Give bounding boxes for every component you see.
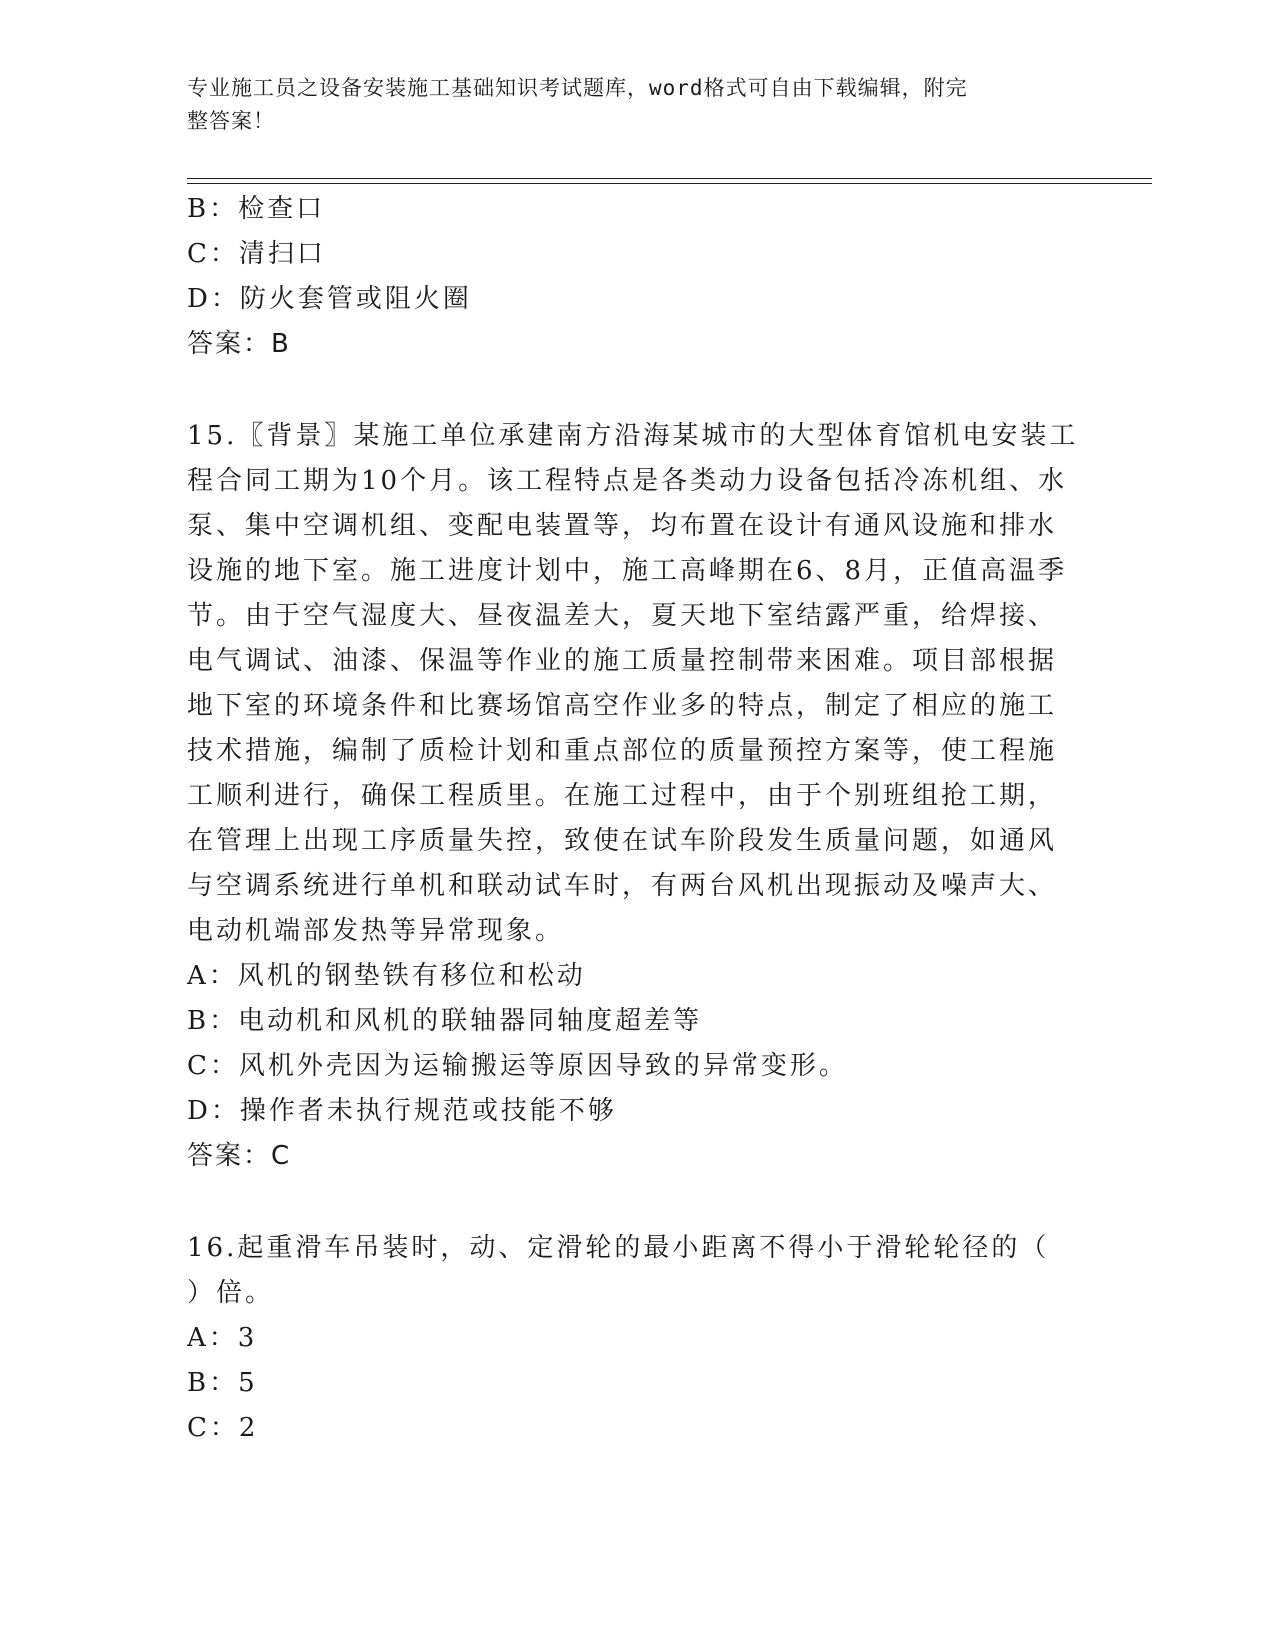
option-b: B：5	[187, 1368, 258, 1398]
option-a: A：3	[187, 1323, 258, 1353]
question-text-line: 与空调系统进行单机和联动试车时，有两台风机出现振动及噪声大、	[187, 871, 1058, 901]
option-d: D：防火套管或阻火圈	[187, 284, 472, 314]
option-d: D：操作者未执行规范或技能不够	[187, 1096, 617, 1126]
header-divider-top	[187, 178, 1152, 179]
header-line-2: 整答案！	[187, 109, 275, 133]
question-text-line: 泵、集中空调机组、变配电装置等，均布置在设计有通风设施和排水	[187, 511, 1058, 541]
option-c: C：风机外壳因为运输搬运等原因导致的异常变形。	[187, 1051, 848, 1081]
answer-label: 答案：C	[187, 1141, 292, 1171]
option-b: B：检查口	[187, 194, 326, 224]
document-header	[187, 72, 1067, 138]
question-text-line: 在管理上出现工序质量失控，致使在试车阶段发生质量问题，如通风	[187, 826, 1058, 856]
header-line-1: 专业施工员之设备安装施工基础知识考试题库，word格式可自由下载编辑，附完	[187, 76, 968, 100]
question-text-line: 设施的地下室。施工进度计划中，施工高峰期在6、8月，正值高温季	[187, 556, 1068, 586]
question-text-line: 工顺利进行，确保工程质里。在施工过程中，由于个别班组抢工期，	[187, 781, 1058, 811]
question-text-line: 电动机端部发热等异常现象。	[187, 916, 565, 946]
option-a: A：风机的钢垫铁有移位和松动	[187, 961, 586, 991]
question-text-line: 技术措施，编制了质检计划和重点部位的质量预控方案等，使工程施	[187, 736, 1058, 766]
question-text-line: 15.〖背景〗某施工单位承建南方沿海某城市的大型体育馆机电安装工	[187, 421, 1079, 451]
option-b: B：电动机和风机的联轴器同轴度超差等	[187, 1006, 703, 1036]
answer-label: 答案：B	[187, 329, 291, 359]
option-c: C：2	[187, 1413, 259, 1443]
option-c: C：清扫口	[187, 239, 326, 269]
question-text-line: 地下室的环境条件和比赛场馆高空作业多的特点，制定了相应的施工	[187, 691, 1058, 721]
question-text-line: 程合同工期为10个月。该工程特点是各类动力设备包括冷冻机组、水	[187, 466, 1068, 496]
question-text-line: 16.起重滑车吊装时，动、定滑轮的最小距离不得小于滑轮轮径的（	[187, 1233, 1050, 1263]
header-divider-bottom	[187, 183, 1152, 184]
question-text-line: ）倍。	[187, 1278, 275, 1308]
question-text-line: 节。由于空气湿度大、昼夜温差大，夏天地下室结露严重，给焊接、	[187, 601, 1058, 631]
question-text-line: 电气调试、油漆、保温等作业的施工质量控制带来困难。项目部根据	[187, 646, 1058, 676]
